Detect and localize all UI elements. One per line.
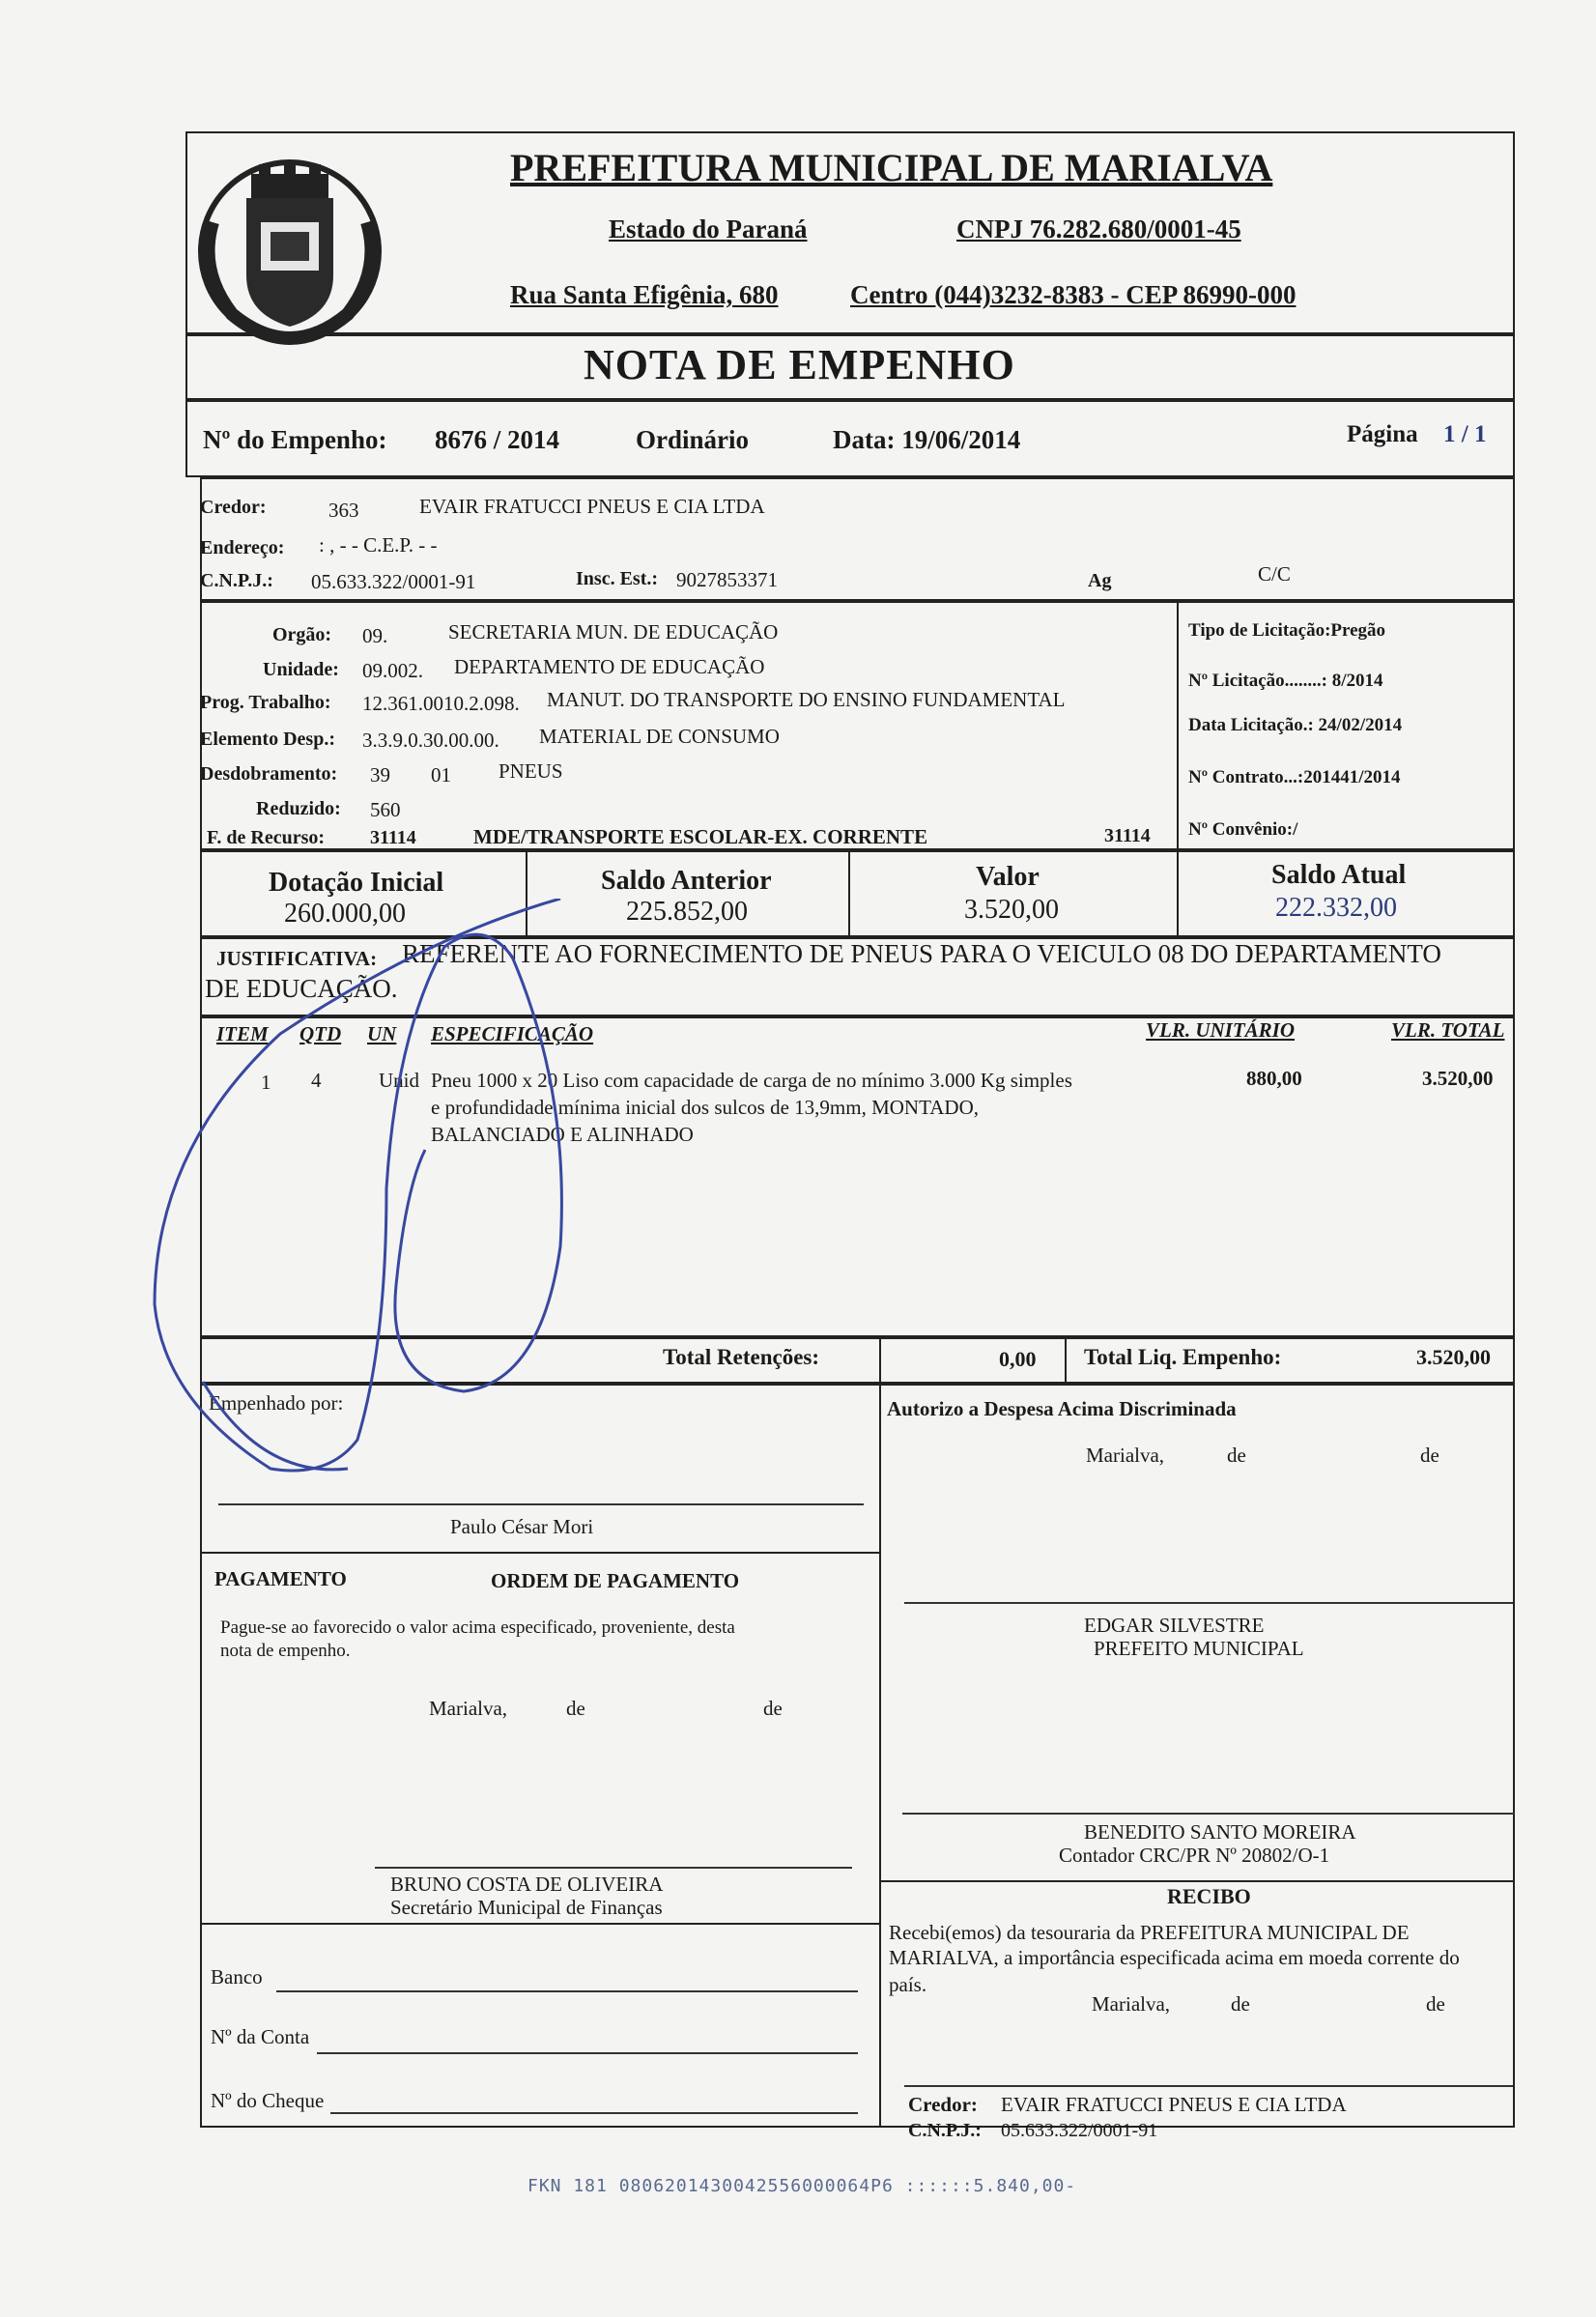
autorizo-de-1: de <box>1227 1444 1246 1467</box>
recibo-line-2: MARIALVA, a importância especificada acima em moeda corrente do <box>889 1946 1460 1969</box>
page-label: Página <box>1347 421 1418 447</box>
elemento-label: Elemento Desp.: <box>200 729 335 750</box>
unidade-name: DEPARTAMENTO DE EDUCAÇÃO <box>454 655 765 678</box>
recurso-code: 31114 <box>370 827 416 848</box>
reduzido-value: 560 <box>370 798 401 821</box>
cheque-line <box>330 2112 858 2114</box>
desd-name: PNEUS <box>499 759 563 783</box>
cnpj-label: CNPJ 76.282.680/0001-45 <box>956 215 1241 243</box>
recibo-line-1: Recebi(emos) da tesouraria da PREFEITURA MUNICIPAL DE <box>889 1921 1410 1944</box>
secretario-cargo: Secretário Municipal de Finanças <box>390 1896 663 1919</box>
cheque-label: Nº do Cheque <box>211 2089 325 2112</box>
liq-label: Total Liq. Empenho: <box>1084 1345 1282 1369</box>
page-number: 1 / 1 <box>1443 421 1487 447</box>
contador-nome: BENEDITO SANTO MOREIRA <box>1084 1820 1356 1844</box>
elemento-code: 3.3.9.0.30.00.00. <box>362 729 499 752</box>
insc-label: Insc. Est.: <box>576 568 659 589</box>
recibo-cnpj-label: C.N.P.J.: <box>908 2120 982 2141</box>
signatures-box <box>200 1384 1515 2128</box>
insc-value: 9027853371 <box>676 568 778 591</box>
licitacao-contrato: Nº Contrato...:201441/2014 <box>1188 767 1401 787</box>
col-qtd-header: QTD <box>299 1022 342 1045</box>
secretario-nome: BRUNO COSTA DE OLIVEIRA <box>390 1873 664 1896</box>
anterior-label: Saldo Anterior <box>601 866 772 896</box>
justificativa-label: JUSTIFICATIVA: <box>216 947 378 970</box>
licitacao-numero: Nº Licitação........: 8/2014 <box>1188 671 1383 691</box>
orgao-name: SECRETARIA MUN. DE EDUCAÇÃO <box>448 620 779 644</box>
recibo-credor: EVAIR FRATUCCI PNEUS E CIA LTDA <box>1001 2093 1347 2116</box>
item-1-number: 1 <box>261 1071 271 1094</box>
desd-code: 39 <box>370 763 390 787</box>
reduzido-label: Reduzido: <box>256 798 341 819</box>
licitacao-data: Data Licitação.: 24/02/2014 <box>1188 715 1403 735</box>
pagamento-de-1: de <box>566 1697 585 1720</box>
item-1-qtd: 4 <box>311 1069 322 1092</box>
conta-line <box>317 2052 858 2054</box>
prefeito-signature-line <box>904 1602 1513 1604</box>
recurso-code-2: 31114 <box>1104 825 1151 846</box>
elemento-name: MATERIAL DE CONSUMO <box>539 725 780 748</box>
licitacao-tipo: Tipo de Licitação:Pregão <box>1188 620 1386 641</box>
justificativa-line1: REFERENTE AO FORNECIMENTO DE PNEUS PARA O VEICULO 08 DO DEPARTAMENTO <box>402 939 1441 968</box>
item-1-desc-3: BALANCIADO E ALINHADO <box>431 1123 694 1146</box>
atual-value: 222.332,00 <box>1275 893 1397 923</box>
footer-code: FKN 181 0806201430042556000064P6 ::::::5.840,00- <box>527 2176 1077 2196</box>
credor-code: 363 <box>328 499 359 522</box>
state-label: Estado do Paraná <box>609 215 808 243</box>
empenho-number-label: Nº do Empenho: <box>203 425 387 454</box>
recurso-label: F. de Recurso: <box>207 827 326 848</box>
valor-value: 3.520,00 <box>964 895 1059 925</box>
empenhado-label: Empenhado por: <box>209 1391 344 1415</box>
retencoes-label: Total Retenções: <box>663 1345 820 1369</box>
cc-label: C/C <box>1258 562 1291 586</box>
pagamento-label: PAGAMENTO <box>214 1567 347 1590</box>
anterior-value: 225.852,00 <box>626 897 748 927</box>
orgao-label: Orgão: <box>272 624 332 645</box>
item-1-unit: 880,00 <box>1246 1067 1302 1090</box>
empenho-number: 8676 / 2014 <box>435 425 560 454</box>
recibo-line-3: país. <box>889 1973 927 1996</box>
banco-line <box>276 1990 858 1992</box>
recibo-title: RECIBO <box>1167 1884 1251 1908</box>
banco-label: Banco <box>211 1965 263 1988</box>
desd-label: Desdobramento: <box>200 763 338 785</box>
empenhado-nome: Paulo César Mori <box>450 1515 594 1538</box>
doc-title: NOTA DE EMPENHO <box>584 341 1015 388</box>
empenho-type: Ordinário <box>636 425 750 454</box>
empenho-date: Data: 19/06/2014 <box>833 425 1021 454</box>
retencoes-value: 0,00 <box>999 1347 1037 1371</box>
prefeito-cargo: PREFEITO MUNICIPAL <box>1094 1637 1304 1660</box>
prog-name: MANUT. DO TRANSPORTE DO ENSINO FUNDAMENTAL <box>547 688 1066 711</box>
pagamento-texto-2: nota de empenho. <box>220 1641 351 1661</box>
col-unit-header: VLR. UNITÁRIO <box>1146 1018 1296 1042</box>
contador-cargo: Contador CRC/PR Nº 20802/O-1 <box>1059 1844 1330 1867</box>
recibo-signature-line <box>904 2085 1513 2087</box>
item-1-total: 3.520,00 <box>1422 1067 1494 1090</box>
dotacao-value: 260.000,00 <box>284 899 406 929</box>
recibo-credor-label: Credor: <box>908 2093 978 2116</box>
prog-code: 12.361.0010.2.098. <box>362 692 520 715</box>
liq-value: 3.520,00 <box>1416 1345 1491 1369</box>
endereco-value: : , - - C.E.P. - - <box>319 533 438 557</box>
prefeito-nome: EDGAR SILVESTRE <box>1084 1614 1265 1637</box>
licitacao-convenio: Nº Convênio:/ <box>1188 819 1298 840</box>
recibo-cnpj: 05.633.322/0001-91 <box>1001 2120 1158 2141</box>
secretario-signature-line <box>375 1867 852 1869</box>
contador-signature-line <box>902 1813 1515 1815</box>
unidade-code: 09.002. <box>362 659 423 682</box>
desd-sub: 01 <box>431 763 451 787</box>
ordem-pagamento: ORDEM DE PAGAMENTO <box>491 1569 740 1592</box>
item-1-desc-2: e profundidade mínima inicial dos sulcos de 13,9mm, MONTADO, <box>431 1096 979 1119</box>
ag-label: Ag <box>1088 570 1112 591</box>
unidade-label: Unidade: <box>263 659 339 680</box>
justificativa-line2: DE EDUCAÇÃO. <box>205 974 398 1003</box>
item-1-desc-1: Pneu 1000 x 20 Liso com capacidade de carga de no mínimo 3.000 Kg simples <box>431 1069 1072 1092</box>
col-un-header: UN <box>367 1022 397 1045</box>
valor-label: Valor <box>976 862 1040 892</box>
pagamento-texto-1: Pague-se ao favorecido o valor acima especificado, proveniente, desta <box>220 1617 735 1638</box>
prog-label: Prog. Trabalho: <box>200 692 331 713</box>
empenhado-signature-line <box>218 1503 864 1505</box>
item-1-un: Unid <box>379 1069 419 1092</box>
orgao-code: 09. <box>362 624 388 647</box>
credor-cnpj: 05.633.322/0001-91 <box>311 570 476 593</box>
dotacao-label: Dotação Inicial <box>269 868 444 898</box>
pagamento-marialva: Marialva, <box>429 1697 508 1720</box>
district-phone-label: Centro (044)3232-8383 - CEP 86990-000 <box>850 280 1297 309</box>
pagamento-de-2: de <box>763 1697 783 1720</box>
credor-cnpj-label: C.N.P.J.: <box>200 570 273 591</box>
municipality-title: PREFEITURA MUNICIPAL DE MARIALVA <box>510 146 1273 189</box>
recibo-de-2: de <box>1426 1992 1445 2016</box>
recibo-marialva: Marialva, <box>1092 1992 1171 2016</box>
credor-name: EVAIR FRATUCCI PNEUS E CIA LTDA <box>419 495 765 518</box>
address-label: Rua Santa Efigênia, 680 <box>510 280 779 309</box>
endereco-label: Endereço: <box>200 537 285 558</box>
autorizo-label: Autorizo a Despesa Acima Discriminada <box>887 1397 1237 1420</box>
col-esp-header: ESPECIFICAÇÃO <box>431 1022 594 1045</box>
autorizo-marialva: Marialva, <box>1086 1444 1165 1467</box>
recurso-name: MDE/TRANSPORTE ESCOLAR-EX. CORRENTE <box>473 825 928 848</box>
conta-label: Nº da Conta <box>211 2025 310 2048</box>
col-total-header: VLR. TOTAL <box>1391 1018 1505 1042</box>
atual-label: Saldo Atual <box>1271 860 1407 890</box>
handwritten-signature <box>135 899 638 1478</box>
col-item-header: ITEM <box>216 1022 269 1045</box>
credor-label: Credor: <box>200 497 267 518</box>
autorizo-de-2: de <box>1420 1444 1439 1467</box>
recibo-de-1: de <box>1231 1992 1250 2016</box>
